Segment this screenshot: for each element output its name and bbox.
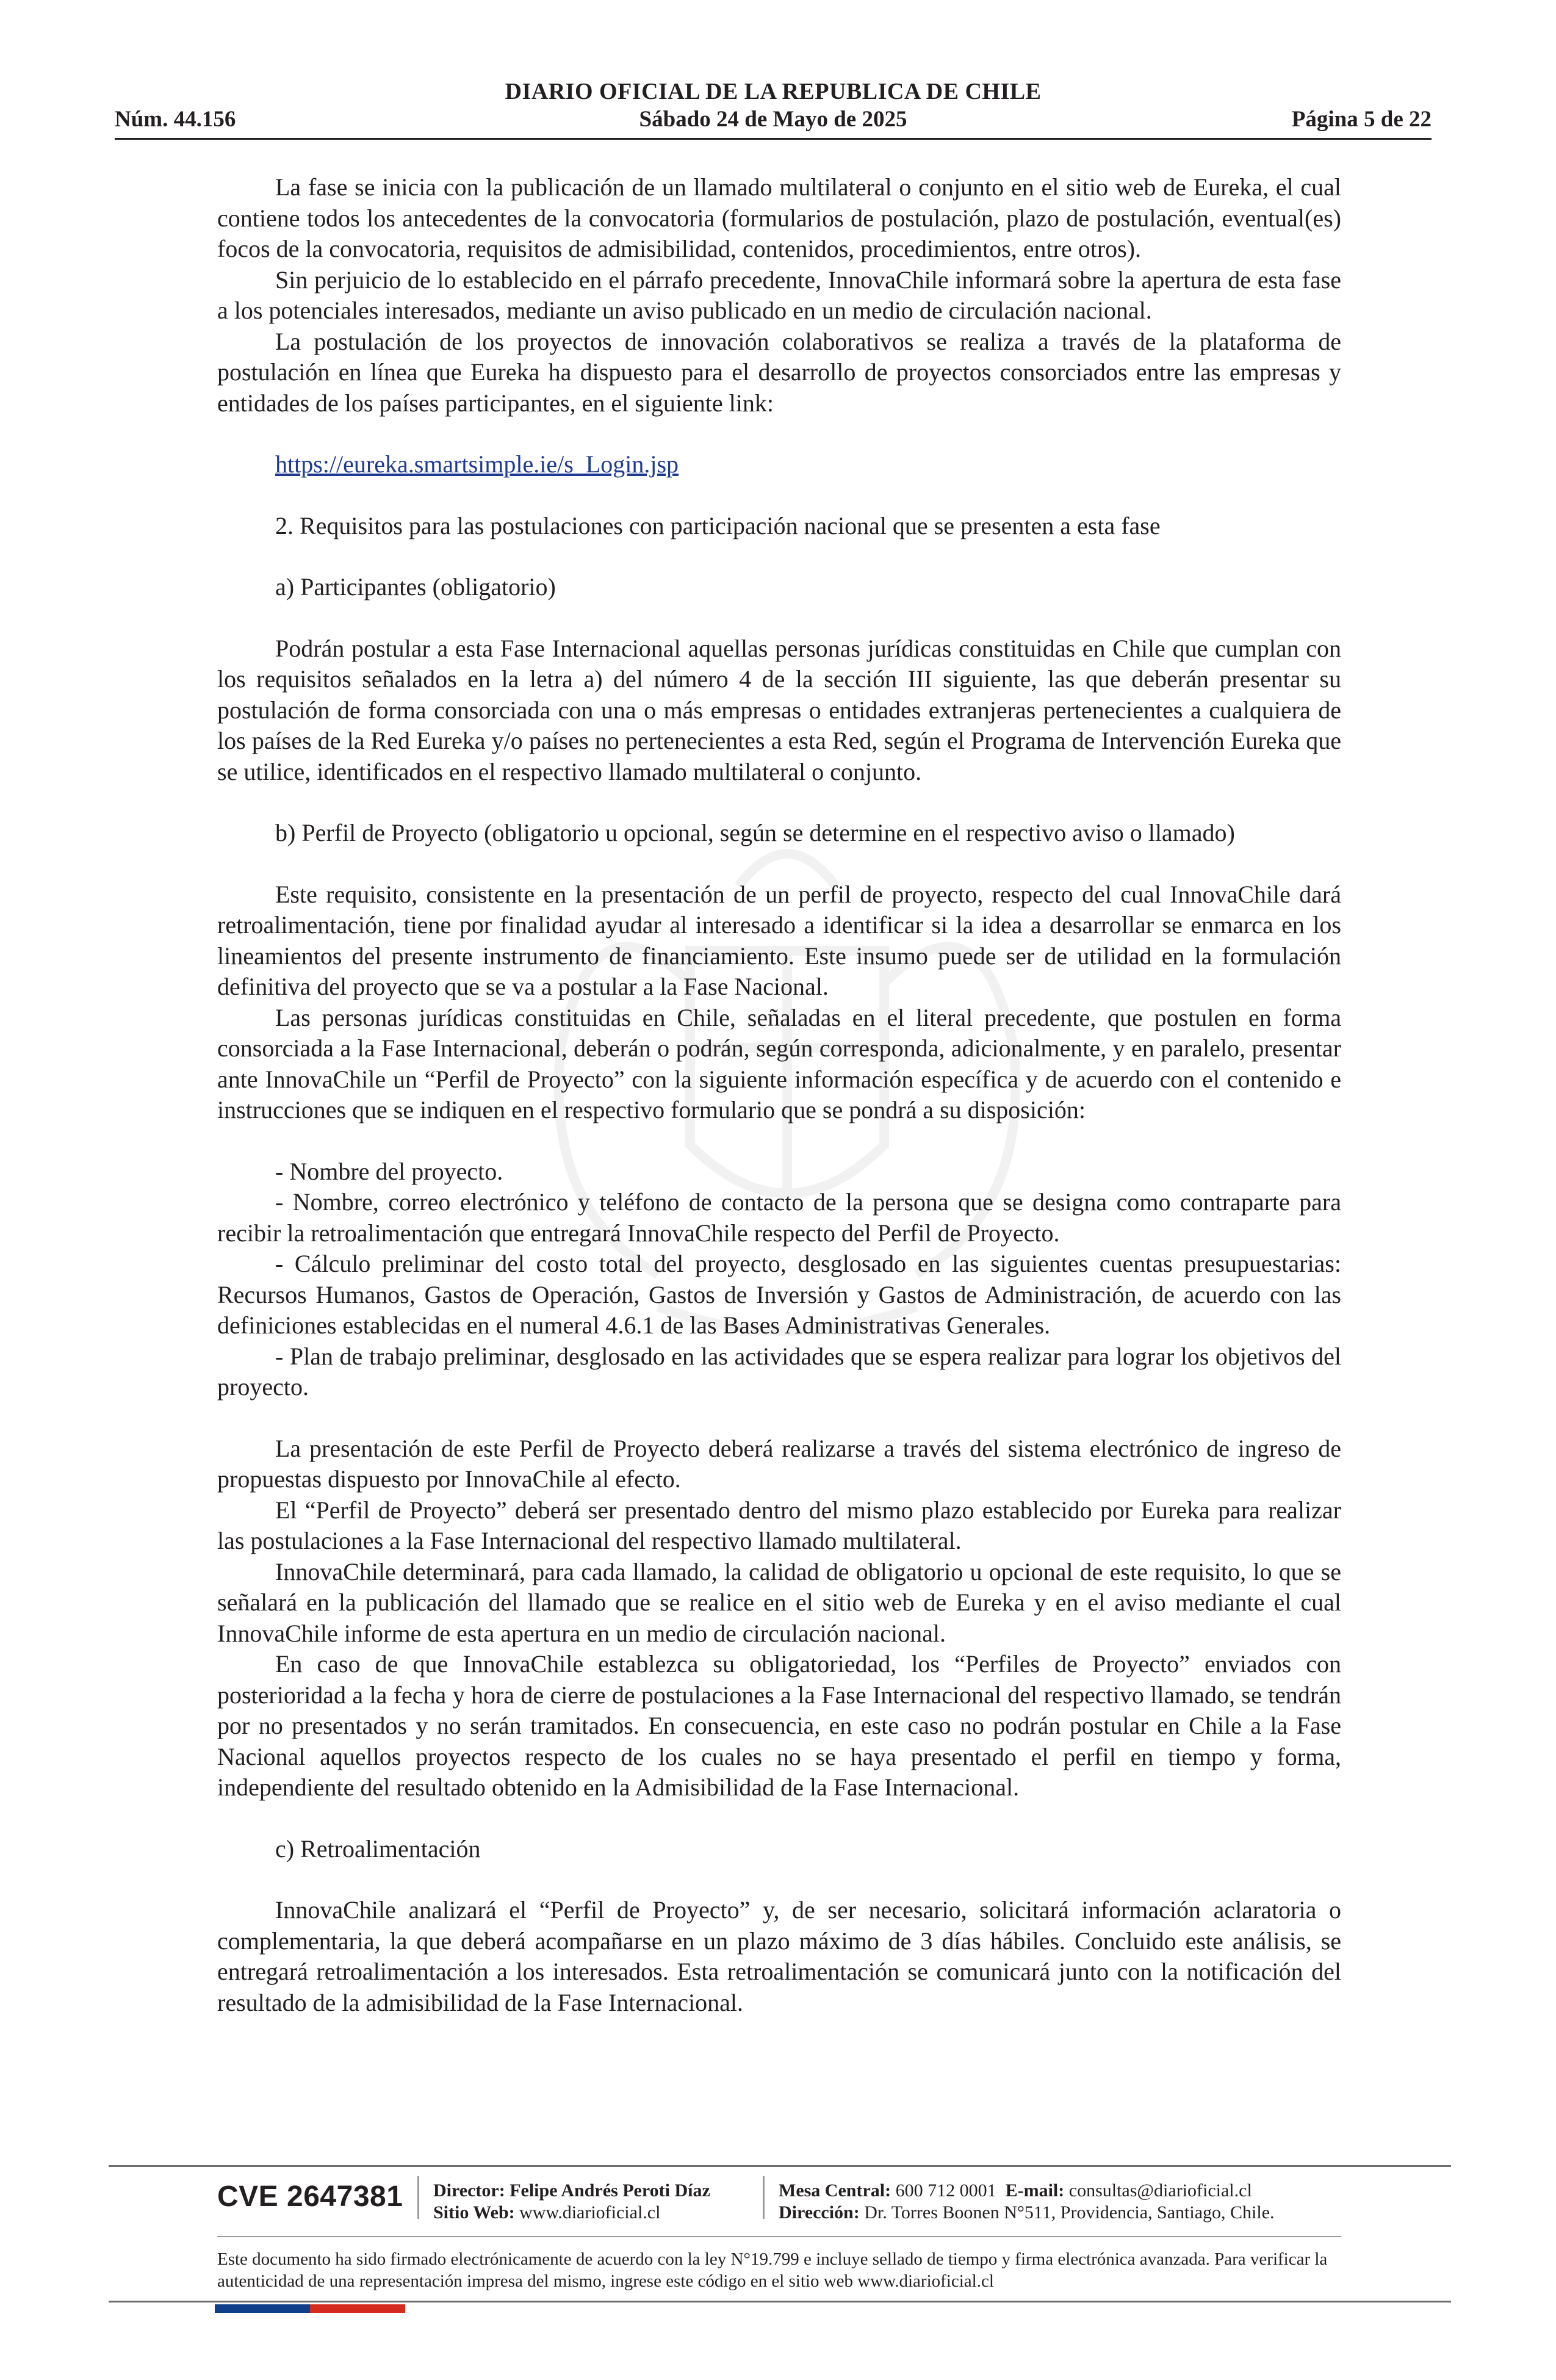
paragraph-8: El “Perfil de Proyecto” deberá ser presentado dentro del mismo plazo establecido por Eureka para realizar las postulaciones a la Fase Internacional del respectivo llamado multilateral. — [217, 1496, 1341, 1554]
cve-code: CVE 2647381 — [217, 2180, 403, 2213]
website-value[interactable]: www.diarioficial.cl — [519, 2202, 661, 2223]
flag-blue-segment — [215, 2304, 310, 2313]
list-item-1: - Nombre del proyecto. — [275, 1157, 503, 1185]
footer-divider-bottom — [109, 2301, 1451, 2302]
paragraph-4: Podrán postular a esta Fase Internacional aquellas personas jurídicas constituidas en Chile que cumplan con los requisitos señalados en la letra a) del número 4 de la sección III siguiente, las que deberán presentar su postulación de forma consorciada con una o más empresas o entidades extranjeras pertenecientes a cualquiera de los países de la Red Eureka y/o países no pertenecientes a esta Red, según el Programa de Intervención Eureka que se utilice, identificados en el respectivo llamado multilateral o conjunto. — [217, 634, 1341, 785]
link-paragraph — [217, 449, 1341, 480]
issue-number: Núm. 44.156 — [115, 107, 236, 132]
electronic-signature-notice: Este documento ha sido firmado electrónicamente de acuerdo con la ley N°19.799 e incluye sellado de tiempo y firma electrónica avanzada. Para verificar la autenticidad de una representación impresa del mismo, ingrese este código en el sitio web www.diarioficial.cl — [217, 2249, 1328, 2291]
page-number: Página 5 de 22 — [1291, 107, 1432, 132]
subheading-a: a) Participantes (obligatorio) — [275, 573, 556, 600]
footer-divider-mid — [217, 2236, 1341, 2237]
paragraph-11: InnovaChile analizará el “Perfil de Proyecto” y, de ser necesario, solicitará información aclaratoria o complementaria, la que deberá acompañarse en un plazo máximo de 3 días hábiles. Concluido este análisis, se entregará retroalimentación a los interesados. Esta retroalimentación se comunicará junto con la notificación del resultado de la admisibilidad de la Fase Internacional. — [217, 1896, 1341, 2016]
paragraph-2: Sin perjuicio de lo establecido en el párrafo precedente, InnovaChile informará sobre la apertura de esta fase a los potenciales interesados, mediante un aviso publicado en un medio de circulación nacional. — [217, 265, 1341, 324]
address-label: Dirección: — [779, 2202, 860, 2223]
paragraph-9: InnovaChile determinará, para cada llamado, la calidad de obligatorio u opcional de este requisito, lo que se señalará en la publicación del llamado que se realice en el sitio web de Eureka y en el aviso mediante el cual InnovaChile informe de esta apertura en un medio de circulación nacional. — [217, 1557, 1341, 1647]
paragraph-1: La fase se inicia con la publicación de un llamado multilateral o conjunto en el sitio web de Eureka, el cual contiene todos los antecedentes de la convocatoria (formularios de postulación, plazo de postulación, eventual(es) focos de la convocatoria, requisitos de admisibilidad, contenidos, procedimientos, entre otros). — [217, 173, 1341, 262]
list-item-3: - Cálculo preliminar del costo total del proyecto, desglosado en las siguientes cuentas presupuestarias: Recursos Humanos, Gastos de Operación, Gastos de Inversión y Gastos de Administración, de acuerdo con las definiciones establecidas en el numeral 4.6.1 de las Bases Administrativas Generales. — [217, 1250, 1341, 1339]
section-heading-2: 2. Requisitos para las postulaciones con participación nacional que se presenten a esta fase — [275, 511, 1161, 539]
footer-contact-block — [779, 2180, 1275, 2224]
subheading-c: c) Retroalimentación — [275, 1834, 481, 1863]
eureka-login-link[interactable]: https://eureka.smartsimple.ie/s_Login.jsp — [275, 450, 679, 478]
footer-divider-top — [109, 2165, 1451, 2167]
email-value[interactable]: consultas@diarioficial.cl — [1068, 2180, 1252, 2201]
paragraph-5: Este requisito, consistente en la presentación de un perfil de proyecto, respecto del cual InnovaChile dará retroalimentación, tiene por finalidad ayudar al interesado a identificar si la idea a desarrollar se enmarca en los lineamientos del presente instrumento de financiamiento. Este insumo puede ser de utilidad en la formulación definitiva del proyecto que se va a postular a la Fase Nacional. — [217, 880, 1341, 1000]
flag-red-segment — [310, 2304, 405, 2313]
director-label: Director: — [433, 2180, 505, 2201]
page-header — [115, 72, 1432, 144]
address-value: Dr. Torres Boonen N°511, Providencia, Santiago, Chile. — [864, 2202, 1275, 2223]
paragraph-7: La presentación de este Perfil de Proyecto deberá realizarse a través del sistema electrónico de ingreso de propuestas dispuesto por InnovaChile al efecto. — [217, 1434, 1341, 1493]
masthead-title: DIARIO OFICIAL DE LA REPUBLICA DE CHILE — [505, 79, 1042, 104]
flag-stripe — [215, 2304, 405, 2313]
header-divider — [115, 138, 1432, 140]
list-item-4: - Plan de trabajo preliminar, desglosado en las actividades que se espera realizar para lograr los objetivos del proyecto. — [217, 1342, 1341, 1401]
footer-separator — [763, 2176, 765, 2219]
email-label: E-mail: — [1005, 2180, 1065, 2201]
subheading-b: b) Perfil de Proyecto (obligatorio u opcional, según se determine en el respectivo aviso o llamado) — [275, 819, 1235, 846]
phone-value: 600 712 0001 — [895, 2180, 996, 2201]
website-label: Sitio Web: — [433, 2202, 515, 2223]
document-body — [217, 172, 1341, 2018]
footer-director-block — [433, 2180, 710, 2224]
issue-date: Sábado 24 de Mayo de 2025 — [639, 107, 907, 132]
paragraph-10: En caso de que InnovaChile establezca su obligatoriedad, los “Perfiles de Proyecto” enviados con posterioridad a la fecha y hora de cierre de postulaciones a la Fase Internacional del respectivo llamado, se tendrán por no presentados y no serán tramitados. En consecuencia, en este caso no podrán postular en Chile a la Fase Nacional aquellos proyectos respecto de los cuales no se haya presentado el perfil en tiempo y forma, independiente del resultado obtenido en la Admisibilidad de la Fase Internacional. — [217, 1650, 1341, 1801]
paragraph-3: La postulación de los proyectos de innovación colaborativos se realiza a través de la plataforma de postulación en línea que Eureka ha dispuesto para el desarrollo de proyectos consorciados entre las empresas y entidades de los países participantes, en el siguiente link: — [217, 327, 1341, 417]
footer-separator — [417, 2176, 419, 2219]
director-name: Felipe Andrés Peroti Díaz — [510, 2180, 710, 2201]
phone-label: Mesa Central: — [779, 2180, 891, 2201]
list-item-2: - Nombre, correo electrónico y teléfono de contacto de la persona que se designa como contraparte para recibir la retroalimentación que entregará InnovaChile respecto del Perfil de Proyecto. — [217, 1188, 1341, 1247]
paragraph-6: Las personas jurídicas constituidas en Chile, señaladas en el literal precedente, que postulen en forma consorciada a la Fase Internacional, deberán o podrán, según corresponda, adicionalmente, y en paralelo, presentar ante InnovaChile un “Perfil de Proyecto” con la siguiente información específica y de acuerdo con el contenido e instrucciones que se indiquen en el respectivo formulario que se pondrá a su disposición: — [217, 1003, 1341, 1123]
